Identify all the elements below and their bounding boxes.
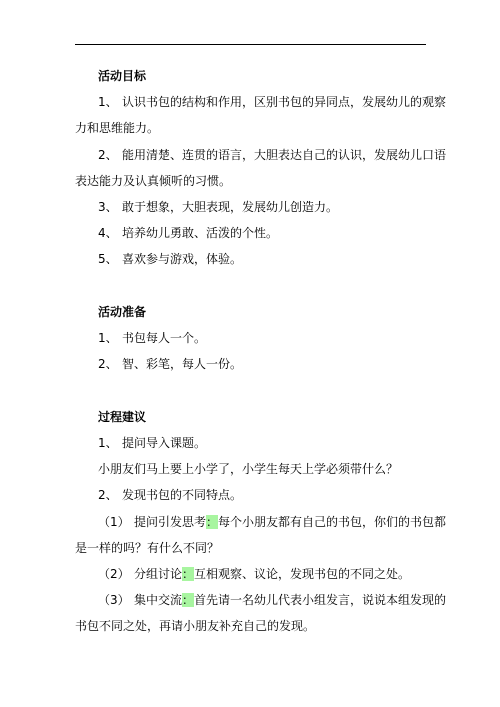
sub-label: 分组讨论 xyxy=(134,567,183,581)
item-text: 书包每人一个。 xyxy=(122,331,207,345)
item-number: 5、 xyxy=(98,252,118,266)
item-number: 3、 xyxy=(98,200,118,214)
item-number: 1、 xyxy=(98,331,118,345)
process-sub-1 xyxy=(98,514,458,530)
sub-label: 提问引发思考 xyxy=(134,515,207,529)
goal-item-3 xyxy=(98,199,458,215)
sub-label: 集中交流 xyxy=(134,593,183,607)
process-step-2 xyxy=(98,487,458,503)
item-text: 智、彩笔，每人一份。 xyxy=(122,357,243,371)
goal-item-4 xyxy=(98,225,458,241)
process-sub-2 xyxy=(98,566,458,582)
item-text: 喜欢参与游戏，体验。 xyxy=(122,252,243,266)
process-step-1 xyxy=(98,435,458,451)
goal-item-1 xyxy=(98,94,458,110)
item-text: 能用清楚、连贯的语言，大胆表达自己的认识，发展幼儿口语 xyxy=(122,148,447,162)
sub-number: （1） xyxy=(98,515,130,529)
process-sub-3 xyxy=(98,592,458,608)
goal-item-2-cont: 表达能力及认真倾听的习惯。 xyxy=(75,174,232,188)
item-text: 认识书包的结构和作用，区别书包的异同点，发展幼儿的观察 xyxy=(122,95,447,109)
goal-item-1-cont: 力和思维能力。 xyxy=(75,121,160,135)
section-heading-process: 过程建议 xyxy=(98,410,147,424)
sub-text: 互相观察、议论，发现书包的不同之处。 xyxy=(194,567,411,581)
goal-item-5 xyxy=(98,251,458,267)
sub-text: 首先请一名幼儿代表小组发言，说说本组发现的 xyxy=(194,593,447,607)
item-text: 发现书包的不同特点。 xyxy=(122,488,243,502)
item-number: 1、 xyxy=(98,95,118,109)
item-text: 提问导入课题。 xyxy=(122,436,207,450)
prep-item-1 xyxy=(98,330,458,346)
highlight-colon: ： xyxy=(206,515,219,529)
sub-number: （3） xyxy=(98,593,130,607)
item-text: 敢于想象，大胆表现，发展幼儿创造力。 xyxy=(122,200,339,214)
item-number: 1、 xyxy=(98,436,118,450)
process-question: 小朋友们马上要上小学了，小学生每天上学必须带什么？ xyxy=(98,462,399,476)
item-number: 2、 xyxy=(98,488,118,502)
item-number: 2、 xyxy=(98,357,118,371)
sub-number: （2） xyxy=(98,567,130,581)
header-rule xyxy=(75,44,426,45)
highlight-colon: ： xyxy=(182,567,195,581)
prep-item-2 xyxy=(98,356,458,372)
section-heading-prep: 活动准备 xyxy=(98,305,147,319)
sub-text: 每个小朋友都有自己的书包，你们的书包都 xyxy=(218,515,447,529)
highlight-colon: ： xyxy=(182,593,195,607)
item-number: 2、 xyxy=(98,148,118,162)
section-heading-goals: 活动目标 xyxy=(98,69,147,83)
item-text: 培养幼儿勇敢、活泼的个性。 xyxy=(122,226,279,240)
goal-item-2 xyxy=(98,147,458,163)
process-sub-3-cont: 书包不同之处，再请小朋友补充自己的发现。 xyxy=(75,619,316,633)
process-sub-1-cont: 是一样的吗？有什么不同？ xyxy=(75,541,220,555)
item-number: 4、 xyxy=(98,226,118,240)
